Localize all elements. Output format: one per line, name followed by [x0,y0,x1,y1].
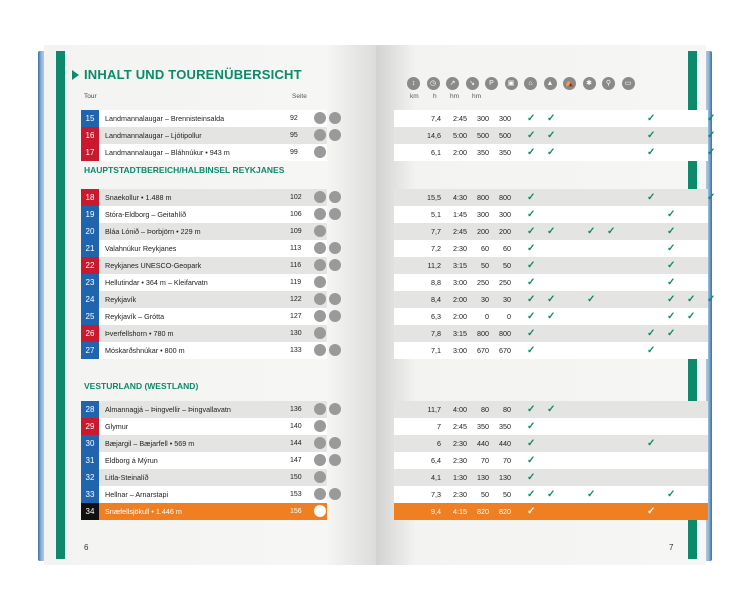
right-page-number: 7 [669,543,674,552]
tour-name: Landmannalaugar – Bláhnúkur • 943 m [105,148,230,157]
tour-page: 140 [290,423,302,430]
tour-km: 7,2 [431,244,441,253]
tour-descent: 820 [499,507,511,516]
bike-icon: ⚲ [602,77,615,90]
tour-page: 136 [290,406,302,413]
tour-number: 31 [81,452,99,469]
tour-ascent: 440 [477,439,489,448]
title-arrow-icon [72,70,79,80]
table-row [81,206,708,223]
section-title: VESTURLAND (WESTLAND) [84,381,199,391]
check-icon: ✓ [527,472,536,483]
tour-page: 144 [290,440,302,447]
tour-header: Tour [84,93,97,100]
check-icon: ✓ [527,404,536,415]
tour-km: 7,7 [431,227,441,236]
table-row [81,452,708,469]
tour-km: 7,4 [431,114,441,123]
tour-number: 24 [81,291,99,308]
check-icon: ✓ [547,147,556,158]
check-icon: ✓ [527,489,536,500]
tour-km: 8,4 [431,295,441,304]
check-icon: ✓ [587,294,596,305]
tour-page: 147 [290,457,302,464]
tour-page: 119 [290,279,302,286]
row-right-bg [394,452,708,469]
tour-km: 7,3 [431,490,441,499]
tour-number: 34 [81,503,99,520]
table-row [81,469,708,486]
check-icon: ✓ [647,147,656,158]
check-icon: ✓ [527,147,536,158]
tour-name: Snæfellsjökull • 1.446 m [105,507,182,516]
check-icon: ✓ [527,345,536,356]
tour-number: 20 [81,223,99,240]
tour-name: Stóra-Eldborg – Geitahlíð [105,210,187,219]
check-icon: ✓ [527,243,536,254]
row-right-bg [394,274,708,291]
table-row [81,486,708,503]
check-icon: ✓ [647,345,656,356]
tour-km: 7 [437,422,441,431]
tour-name: Litla-Steinalíð [105,473,149,482]
tour-ascent: 80 [481,405,489,414]
tour-hours: 4:30 [453,193,467,202]
tour-page: 95 [290,132,298,139]
row-right-bg [394,240,708,257]
row-right-bg [394,342,708,359]
tour-name: Reykjanes UNESCO-Geopark [105,261,202,270]
difficulty-icon [314,191,326,203]
family-icon [329,488,341,500]
difficulty-icon [314,505,326,517]
tour-descent: 440 [499,439,511,448]
page-title: INHALT UND TOURENÜBERSICHT [84,67,302,82]
check-icon: ✓ [527,328,536,339]
difficulty-icon [314,310,326,322]
tour-ascent: 0 [485,312,489,321]
tour-km: 7,8 [431,329,441,338]
tour-hours: 2:45 [453,227,467,236]
check-icon: ✓ [707,192,716,203]
tour-name: Þverfellshorn • 780 m [105,329,174,338]
difficulty-icon [314,259,326,271]
tour-page: 133 [290,347,302,354]
tour-km: 5,1 [431,210,441,219]
row-right-bg [394,325,708,342]
difficulty-icon [314,454,326,466]
tour-hours: 2:30 [453,490,467,499]
tour-number: 23 [81,274,99,291]
tour-number: 29 [81,418,99,435]
tour-descent: 0 [507,312,511,321]
tour-descent: 130 [499,473,511,482]
tour-ascent: 200 [477,227,489,236]
tour-name: Bæjargil – Bæjarfell • 569 m [105,439,195,448]
difficulty-icon [314,146,326,158]
difficulty-icon [314,471,326,483]
row-right-bg [394,206,708,223]
tour-km: 7,1 [431,346,441,355]
tour-descent: 30 [503,295,511,304]
tour-number: 33 [81,486,99,503]
family-icon [329,259,341,271]
tour-hours: 2:00 [453,148,467,157]
tour-name: Almannagjá – Þingvellir – Þingvallavatn [105,405,231,414]
tour-page: 122 [290,296,302,303]
tour-ascent: 670 [477,346,489,355]
family-icon [329,344,341,356]
table-row [81,503,708,520]
check-icon: ✓ [547,113,556,124]
check-icon: ✓ [667,277,676,288]
tour-km: 6,1 [431,148,441,157]
family-icon [329,242,341,254]
tour-page: 109 [290,228,302,235]
difficulty-icon [314,488,326,500]
family-icon [329,454,341,466]
tour-number: 28 [81,401,99,418]
tour-km: 6,3 [431,312,441,321]
table-row [81,435,708,452]
tour-page: 113 [290,245,302,252]
difficulty-icon [314,208,326,220]
family-icon [329,403,341,415]
tour-name: Reykjavík [105,295,137,304]
family-icon [329,191,341,203]
tour-name: Hellnar – Arnarstapi [105,490,169,499]
left-green-bar [56,51,65,559]
left-page-number: 6 [84,543,89,552]
hut-icon: ▲ [544,77,557,90]
tour-ascent: 820 [477,507,489,516]
check-icon: ✓ [547,311,556,322]
tour-km: 6,4 [431,456,441,465]
tour-page: 156 [290,508,302,515]
tour-hours: 4:00 [453,405,467,414]
car-icon: ▭ [622,77,635,90]
check-icon: ✓ [667,209,676,220]
check-icon: ✓ [667,294,676,305]
check-icon: ✓ [547,404,556,415]
tour-km: 11,2 [427,261,441,270]
check-icon: ✓ [527,113,536,124]
tour-ascent: 250 [477,278,489,287]
tour-km: 9,4 [431,507,441,516]
check-icon: ✓ [647,328,656,339]
check-icon: ✓ [547,489,556,500]
family-icon [329,310,341,322]
check-icon: ✓ [547,226,556,237]
check-icon: ✓ [547,294,556,305]
family-icon [329,437,341,449]
check-icon: ✓ [667,260,676,271]
tour-name: Móskarðshnúkar • 800 m [105,346,185,355]
tour-number: 27 [81,342,99,359]
tour-hours: 2:30 [453,439,467,448]
tour-hours: 3:15 [453,261,467,270]
tour-descent: 350 [499,148,511,157]
tour-ascent: 60 [481,244,489,253]
table-row [81,291,716,308]
tour-descent: 300 [499,114,511,123]
tour-hours: 4:15 [453,507,467,516]
h-header: h [433,93,437,100]
tour-ascent: 50 [481,490,489,499]
tour-descent: 250 [499,278,511,287]
tour-hours: 5:00 [453,131,467,140]
tour-km: 6 [437,439,441,448]
row-right-bg [394,189,708,206]
check-icon: ✓ [527,455,536,466]
difficulty-icon [314,276,326,288]
check-icon: ✓ [527,311,536,322]
difficulty-icon [314,403,326,415]
hm-up-header: hm [450,93,460,100]
tour-hours: 1:30 [453,473,467,482]
tour-hours: 2:45 [453,114,467,123]
check-icon: ✓ [647,192,656,203]
check-icon: ✓ [587,226,596,237]
tour-ascent: 50 [481,261,489,270]
tour-name: Snaekollur • 1.488 m [105,193,172,202]
tour-hours: 2:00 [453,295,467,304]
tour-hours: 2:30 [453,456,467,465]
row-right-bg [394,257,708,274]
tour-hours: 1:45 [453,210,467,219]
tour-descent: 50 [503,490,511,499]
tour-hours: 3:00 [453,346,467,355]
check-icon: ✓ [587,489,596,500]
tour-descent: 800 [499,329,511,338]
hm-down-header: hm [472,93,482,100]
difficulty-icon [314,293,326,305]
km-header: km [410,93,419,100]
tour-name: Reykjavík – Grótta [105,312,165,321]
table-row [81,401,708,418]
tour-ascent: 30 [481,295,489,304]
tour-descent: 350 [499,422,511,431]
table-row [81,308,708,325]
difficulty-icon [314,112,326,124]
tour-ascent: 800 [477,329,489,338]
tour-page: 150 [290,474,302,481]
family-icon [329,112,341,124]
tour-name: Landmannalaugar – Brennisteinsalda [105,114,225,123]
table-row [81,110,716,127]
check-icon: ✓ [667,311,676,322]
tour-descent: 60 [503,244,511,253]
table-row [81,127,716,144]
row-right-bg [394,418,708,435]
tour-page: 102 [290,194,302,201]
tour-number: 26 [81,325,99,342]
check-icon: ✓ [687,311,696,322]
tour-page: 153 [290,491,302,498]
difficulty-icon [314,437,326,449]
check-icon: ✓ [647,506,656,517]
table-row [81,189,716,206]
check-icon: ✓ [687,294,696,305]
check-icon: ✓ [647,130,656,141]
difficulty-icon [314,327,326,339]
check-icon: ✓ [527,226,536,237]
row-right-bg [394,503,708,520]
tour-hours: 3:15 [453,329,467,338]
check-icon: ✓ [527,438,536,449]
tour-number: 19 [81,206,99,223]
tour-number: 17 [81,144,99,161]
table-row [81,418,708,435]
section-title: HAUPTSTADTBEREICH/HALBINSEL REYKJANES [84,165,285,175]
tour-page: 116 [290,262,302,269]
tour-name: Bláa Lónið – Þorbjörn • 229 m [105,227,201,236]
table-row [81,144,716,161]
tour-hours: 2:30 [453,244,467,253]
table-row [81,223,708,240]
tour-km: 14,6 [427,131,441,140]
winter-icon: ✱ [583,77,596,90]
tour-number: 25 [81,308,99,325]
check-icon: ✓ [527,130,536,141]
tour-name: Eldborg á Mýrun [105,456,158,465]
tour-ascent: 350 [477,422,489,431]
tour-descent: 300 [499,210,511,219]
tour-km: 8,8 [431,278,441,287]
tour-hours: 3:00 [453,278,467,287]
table-row [81,325,708,342]
ascent-icon: ↗ [446,77,459,90]
tour-ascent: 350 [477,148,489,157]
row-right-bg [394,435,708,452]
tour-km: 15,5 [427,193,441,202]
tour-page: 130 [290,330,302,337]
check-icon: ✓ [667,243,676,254]
check-icon: ✓ [647,438,656,449]
tour-name: Glymur [105,422,129,431]
tour-ascent: 130 [477,473,489,482]
tour-descent: 80 [503,405,511,414]
tour-descent: 670 [499,346,511,355]
tour-hours: 2:00 [453,312,467,321]
check-icon: ✓ [707,130,716,141]
check-icon: ✓ [667,489,676,500]
campsite-icon: ⛺ [563,77,576,90]
family-icon [329,293,341,305]
difficulty-icon [314,420,326,432]
check-icon: ✓ [667,328,676,339]
tour-number: 18 [81,189,99,206]
tour-descent: 70 [503,456,511,465]
tour-name: Landmannalaugar – Ljótipollur [105,131,202,140]
tour-page: 106 [290,211,302,218]
tour-ascent: 500 [477,131,489,140]
check-icon: ✓ [547,130,556,141]
family-icon [329,208,341,220]
check-icon: ✓ [527,277,536,288]
check-icon: ✓ [647,113,656,124]
tour-ascent: 300 [477,114,489,123]
tour-number: 16 [81,127,99,144]
tour-ascent: 300 [477,210,489,219]
tour-page: 92 [290,115,298,122]
tour-ascent: 70 [481,456,489,465]
seite-header: Seite [292,93,307,100]
family-icon [329,129,341,141]
check-icon: ✓ [707,113,716,124]
check-icon: ✓ [707,294,716,305]
check-icon: ✓ [707,147,716,158]
tour-number: 30 [81,435,99,452]
tour-name: Hellutindar • 364 m – Kleifarvatn [105,278,208,287]
tour-km: 4,1 [431,473,441,482]
difficulty-icon [314,344,326,356]
tour-page: 127 [290,313,302,320]
check-icon: ✓ [527,294,536,305]
check-icon: ✓ [527,209,536,220]
table-row [81,240,708,257]
tour-hours: 2:45 [453,422,467,431]
tour-number: 21 [81,240,99,257]
difficulty-icon [314,242,326,254]
row-right-bg [394,469,708,486]
check-icon: ✓ [527,421,536,432]
tour-number: 32 [81,469,99,486]
tour-descent: 800 [499,193,511,202]
table-row [81,342,708,359]
check-icon: ✓ [607,226,616,237]
difficulty-icon [314,225,326,237]
tour-descent: 50 [503,261,511,270]
difficulty-icon [314,129,326,141]
tour-descent: 200 [499,227,511,236]
parking-icon: P [485,77,498,90]
tour-km: 11,7 [427,405,441,414]
tour-ascent: 800 [477,193,489,202]
bus-icon: ▣ [505,77,518,90]
tour-number: 22 [81,257,99,274]
table-row [81,257,708,274]
descent-icon: ↘ [466,77,479,90]
tour-name: Valahnúkur Reykjanes [105,244,177,253]
check-icon: ✓ [667,226,676,237]
check-icon: ✓ [527,506,536,517]
check-icon: ✓ [527,260,536,271]
tour-number: 15 [81,110,99,127]
clock-icon: ◷ [427,77,440,90]
tour-page: 99 [290,149,298,156]
open-book [44,45,716,565]
table-row [81,274,708,291]
signpost-icon: ↕ [407,77,420,90]
cablecar-icon: ⌂ [524,77,537,90]
check-icon: ✓ [527,192,536,203]
tour-descent: 500 [499,131,511,140]
